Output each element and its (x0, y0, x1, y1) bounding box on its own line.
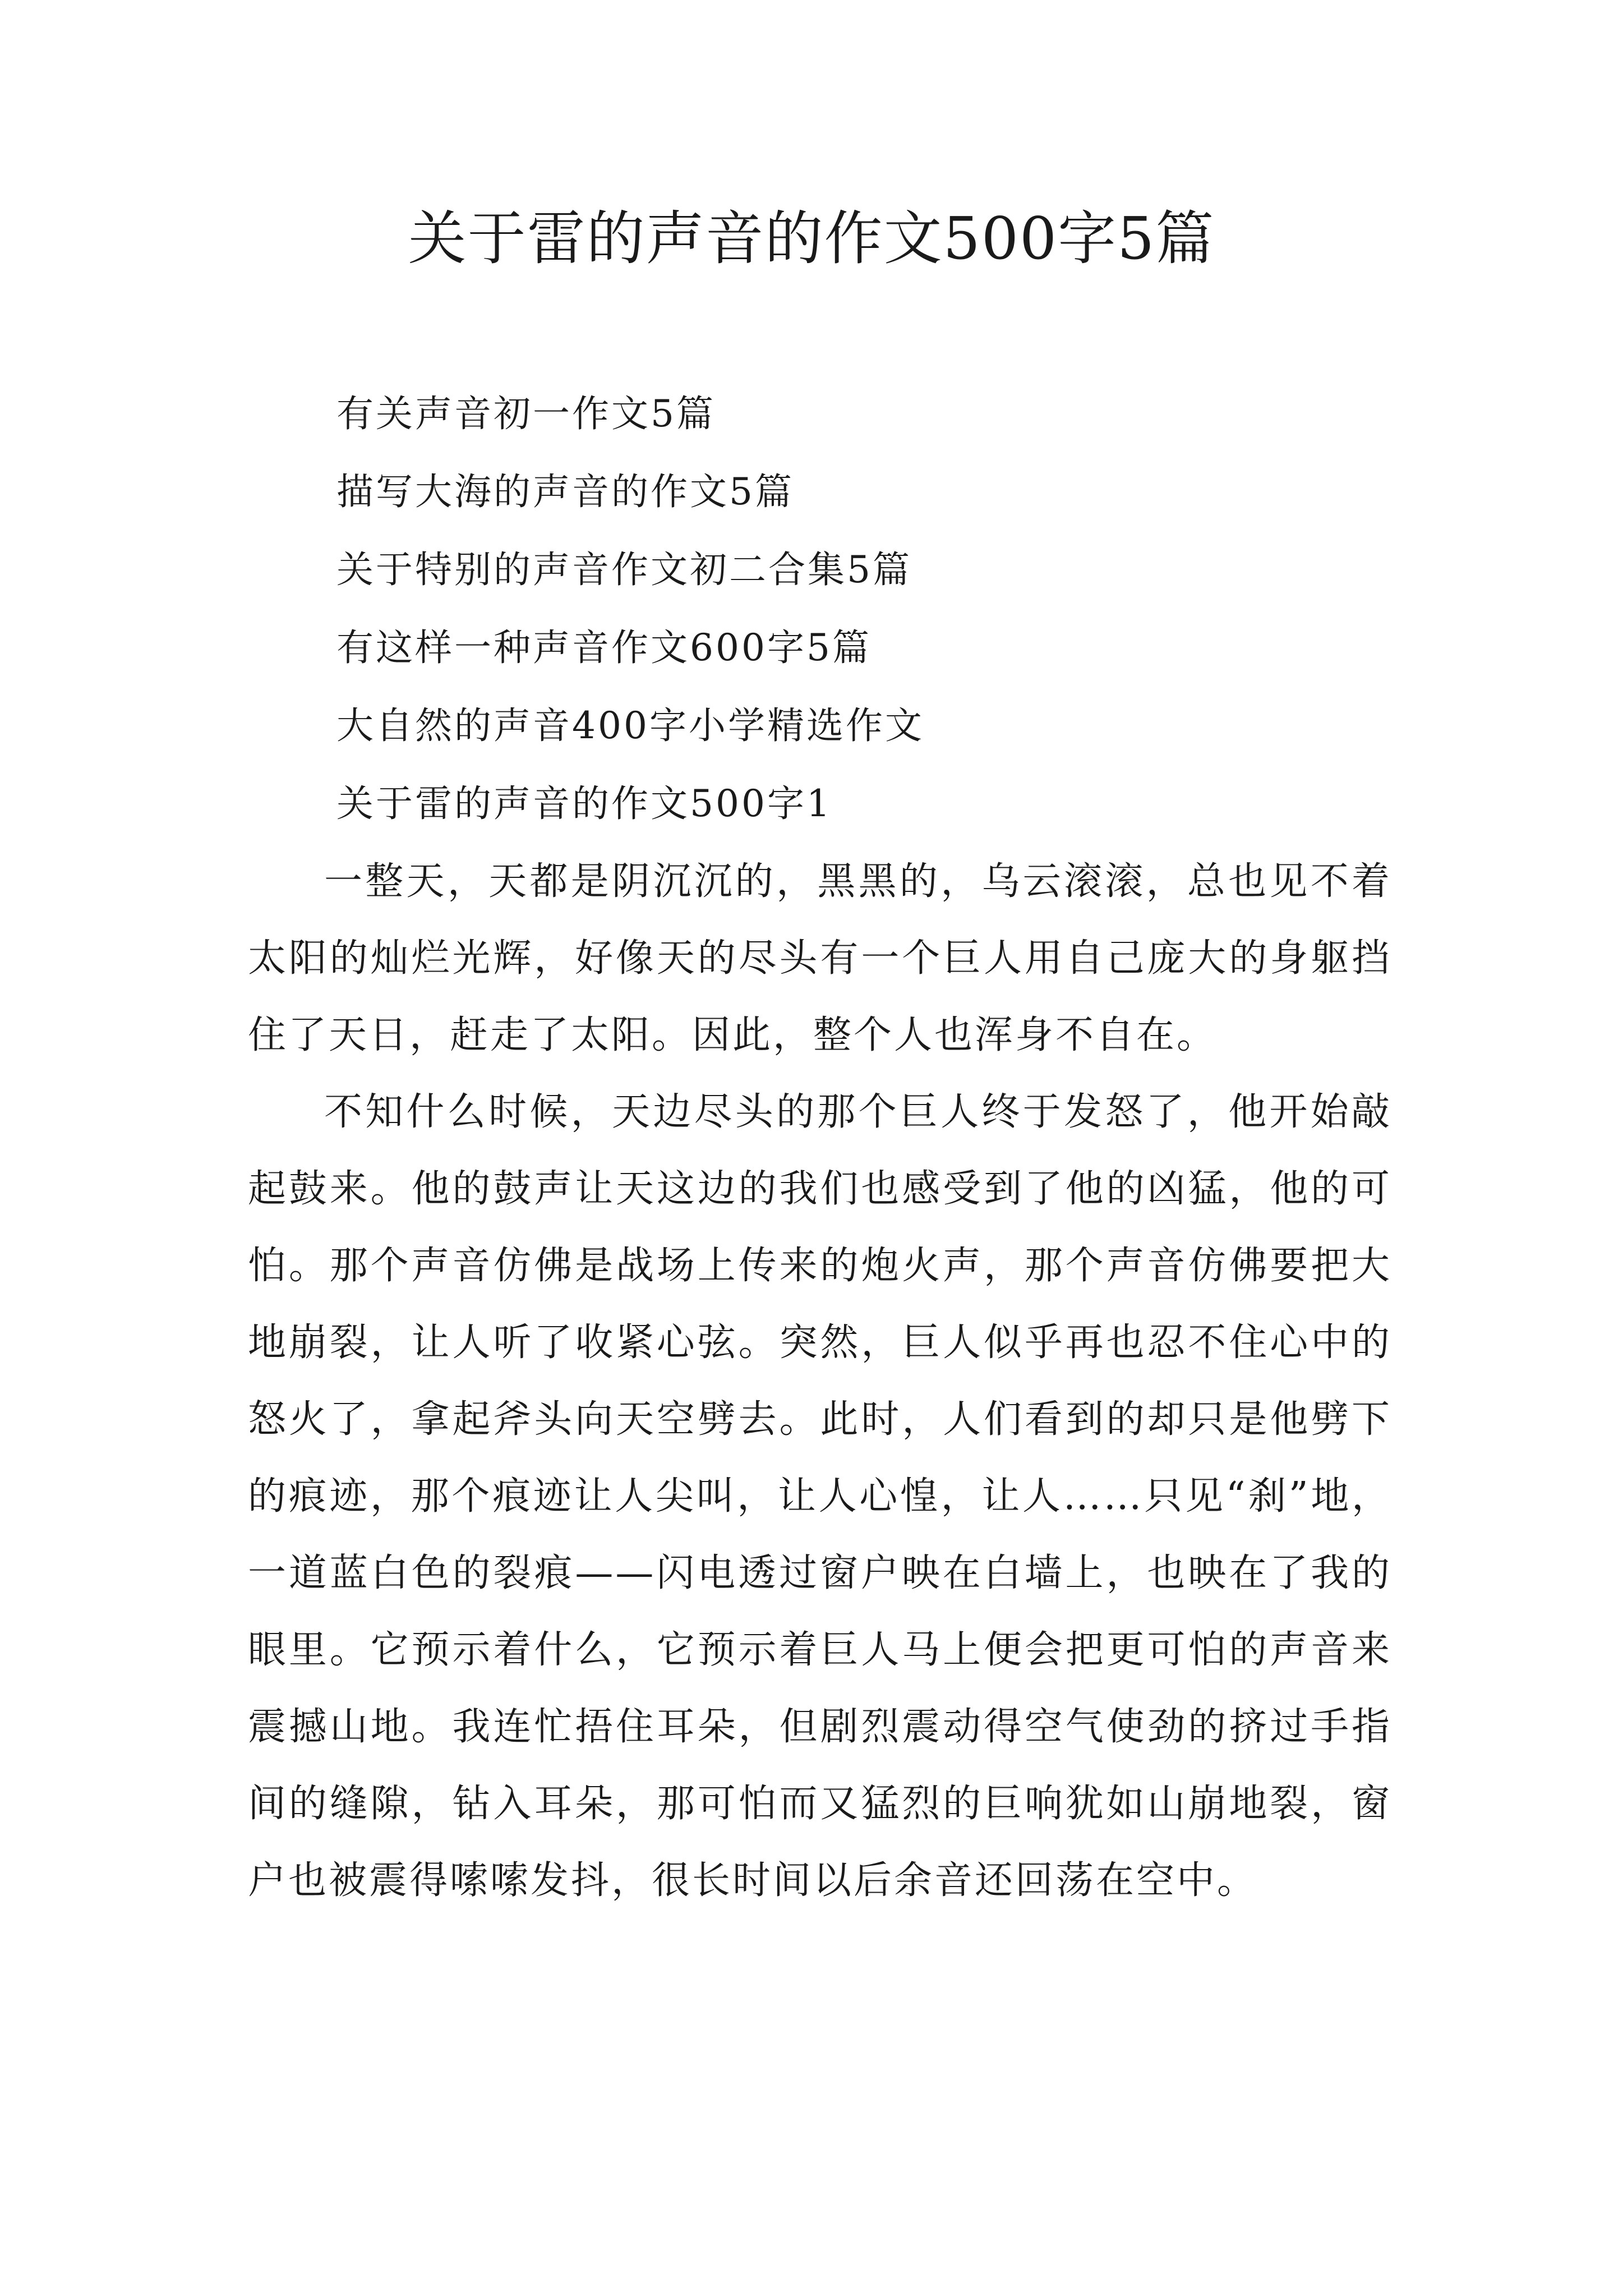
related-article-item: 有这样一种声音作文600字5篇 (336, 626, 872, 669)
section-heading: 关于雷的声音的作文500字1 (336, 782, 832, 825)
related-articles-list (336, 375, 1458, 843)
related-article-item: 大自然的声音400字小学精选作文 (336, 704, 924, 747)
related-article-item: 关于特别的声音作文初二合集5篇 (336, 548, 912, 591)
related-article-item: 有关声音初一作文5篇 (336, 392, 716, 435)
essay-paragraph: 一整天，天都是阴沉沉的，黑黑的，乌云滚滚，总也见不着太阳的灿烂光辉，好像天的尽头有一个巨人用自己庞大的身躯挡住了天日，赶走了太阳。因此，整个人也浑身不自在。 (248, 859, 1392, 1057)
essay-paragraph: 不知什么时候，天边尽头的那个巨人终于发怒了，他开始敲起鼓来。他的鼓声让天这边的我们也感受到了他的凶猛，他的可怕。那个声音仿佛是战场上传来的炮火声，那个声音仿佛要把大地崩裂，让人听了收紧心弦。突然，巨人似乎再也忍不住心中的怒火了，拿起斧头向天空劈去。此时，人们看到的却只是他劈下的痕迹，那个痕迹让人尖叫，让人心惶，让人……只见“刹”地，一道蓝白色的裂痕——闪电透过窗户映在白墙上，也映在了我的眼里。它预示着什么，它预示着巨人马上便会把更可怕的声音来震撼山地。我连忙捂住耳朵，但剧烈震动得空气使劲的挤过手指间的缝隙，钻入耳朵，那可怕而又猛烈的巨响犹如山崩地裂，窗户也被震得嗦嗦发抖，很长时间以后余音还回荡在空中。 (248, 1090, 1392, 1903)
essay-body (248, 843, 1392, 1919)
document-title: 关于雷的声音的作文500字5篇 (408, 204, 1215, 273)
related-article-item: 描写大海的声音的作文5篇 (336, 470, 794, 513)
